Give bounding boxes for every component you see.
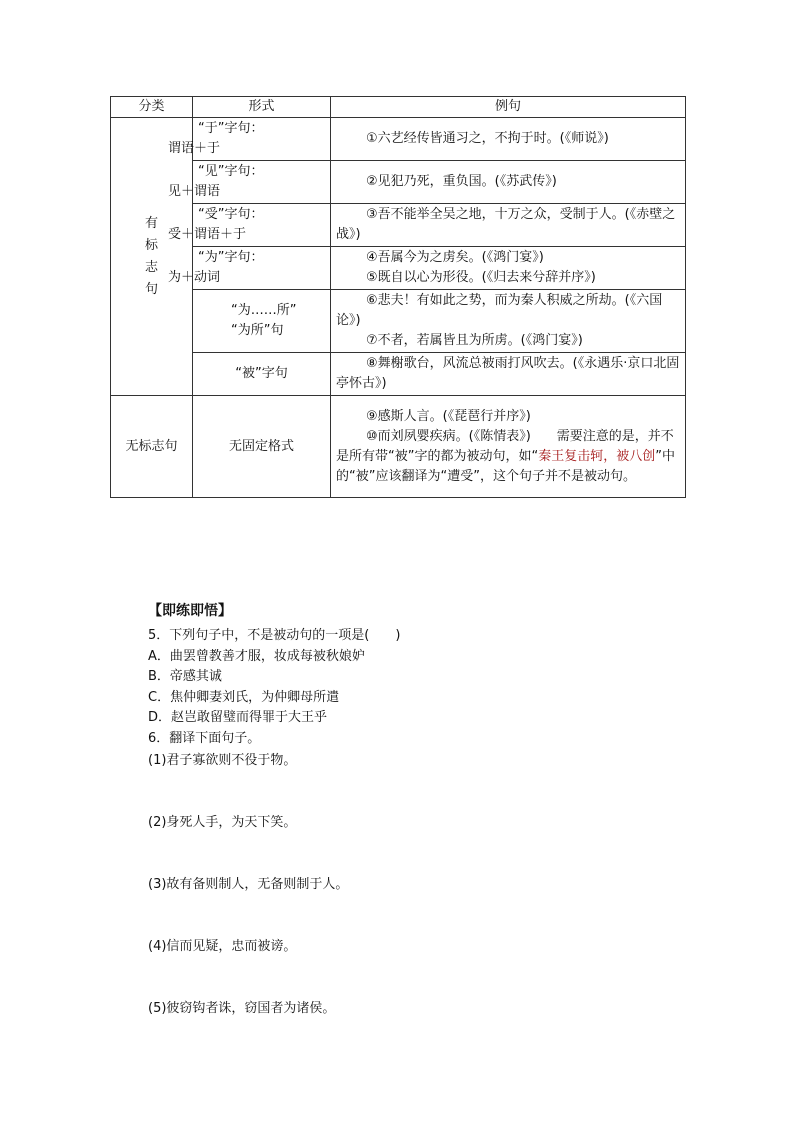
category-char: 有 (144, 215, 158, 231)
form-cell (168, 161, 331, 204)
form-line: “见”字句： (198, 164, 264, 179)
example-line (336, 427, 680, 487)
example-line: ④吾属今为之虏矣。(《鸿门宴》) (366, 250, 544, 265)
form-cell: 无固定格式 (193, 396, 331, 498)
form-line: 受＋谓语＋于 (168, 227, 247, 242)
form-line: “于”字句： (198, 121, 264, 136)
example-line: ①六艺经传皆通习之，不拘于时。(《师说》) (366, 131, 609, 146)
category-char: 志 (144, 259, 158, 275)
example-cell (331, 396, 686, 498)
practice-section (148, 600, 708, 1019)
header-example: 例句 (331, 97, 686, 118)
example-line: ⑧舞榭歌台，风流总被雨打风吹去。(《永遇乐·京口北固亭怀古》) (336, 356, 680, 391)
example-text: ”中的“被”应该翻译为“遭受”，这个句子并不是被动句。 (336, 448, 675, 484)
translation-item: (1)君子寡欲则不役于物。 (148, 753, 297, 768)
category-char: 标 (144, 237, 158, 253)
translation-item: (3)故有备则制人，无备则制于人。 (148, 877, 349, 892)
example-cell (331, 290, 686, 353)
form-line: 见＋谓语 (168, 184, 221, 199)
form-cell (168, 118, 331, 161)
form-line: 为＋动词 (168, 270, 221, 285)
option-b: B．帝感其诚 (148, 669, 222, 684)
example-line: ⑨感斯人言。(《琵琶行并序》) (366, 408, 531, 424)
form-cell (193, 290, 331, 353)
category-unmarked: 无标志句 (111, 396, 193, 498)
table-row (111, 353, 686, 396)
header-category: 分类 (111, 97, 193, 118)
category-marked (111, 118, 193, 396)
table-row (111, 247, 686, 290)
option-d: D．赵岂敢留璧而得罪于大王乎 (148, 710, 328, 725)
form-cell (168, 247, 331, 290)
table-header-row (111, 97, 686, 118)
option-c: C．焦仲卿妻刘氏，为仲卿母所遣 (148, 689, 340, 705)
question-6: 6．翻译下面句子。 (148, 730, 261, 746)
example-line: ⑥悲夫！有如此之势，而为秦人积威之所劫。(《六国论》) (336, 293, 663, 328)
translation-item: (5)彼窃钩者诛，窃国者为诸侯。 (148, 1001, 336, 1016)
question-5: 5．下列句子中，不是被动句的一项是( ) (148, 628, 401, 643)
table-row (111, 118, 686, 161)
form-line: “受”字句： (198, 207, 264, 222)
example-line: ⑤既自以心为形役。(《归去来兮辞并序》) (366, 270, 596, 285)
option-a: A．曲罢曾教善才服，妆成每被秋娘妒 (148, 648, 365, 664)
translation-item: (4)信而见疑，忠而被谤。 (148, 939, 297, 954)
table-row (111, 290, 686, 353)
example-cell (331, 161, 686, 204)
example-cell (331, 353, 686, 396)
example-cell (331, 118, 686, 161)
form-cell (193, 353, 331, 396)
practice-heading: 【即练即悟】 (148, 603, 232, 619)
form-line: 谓语＋于 (168, 141, 221, 156)
example-line: ②见犯乃死，重负国。(《苏武传》) (366, 174, 557, 189)
example-cell (331, 247, 686, 290)
translation-item: (2)身死人手，为天下笑。 (148, 815, 297, 830)
form-line: “被”字句 (235, 366, 288, 381)
example-cell (331, 204, 686, 247)
table-row (111, 396, 686, 498)
example-text: ⑩而刘夙婴疾病。(《陈情表》) 需要注意的是，并不是所有带“被”字的都为被动句，如“ (336, 428, 674, 464)
header-form: 形式 (193, 97, 331, 118)
example-highlight: 秦王复击轲，被八创 (538, 448, 656, 464)
table-row (111, 161, 686, 204)
form-line: “为”字句： (198, 250, 264, 265)
form-cell (168, 204, 331, 247)
category-char: 句 (144, 281, 158, 297)
table-row (111, 204, 686, 247)
form-line: “为……所” (231, 303, 297, 318)
passive-sentence-table (110, 96, 686, 498)
example-line: ③吾不能举全吴之地，十万之众，受制于人。(《赤壁之战》) (336, 207, 676, 242)
example-line: ⑦不者，若属皆且为所虏。(《鸿门宴》) (366, 333, 583, 348)
form-line: “为所”句 (231, 323, 284, 338)
